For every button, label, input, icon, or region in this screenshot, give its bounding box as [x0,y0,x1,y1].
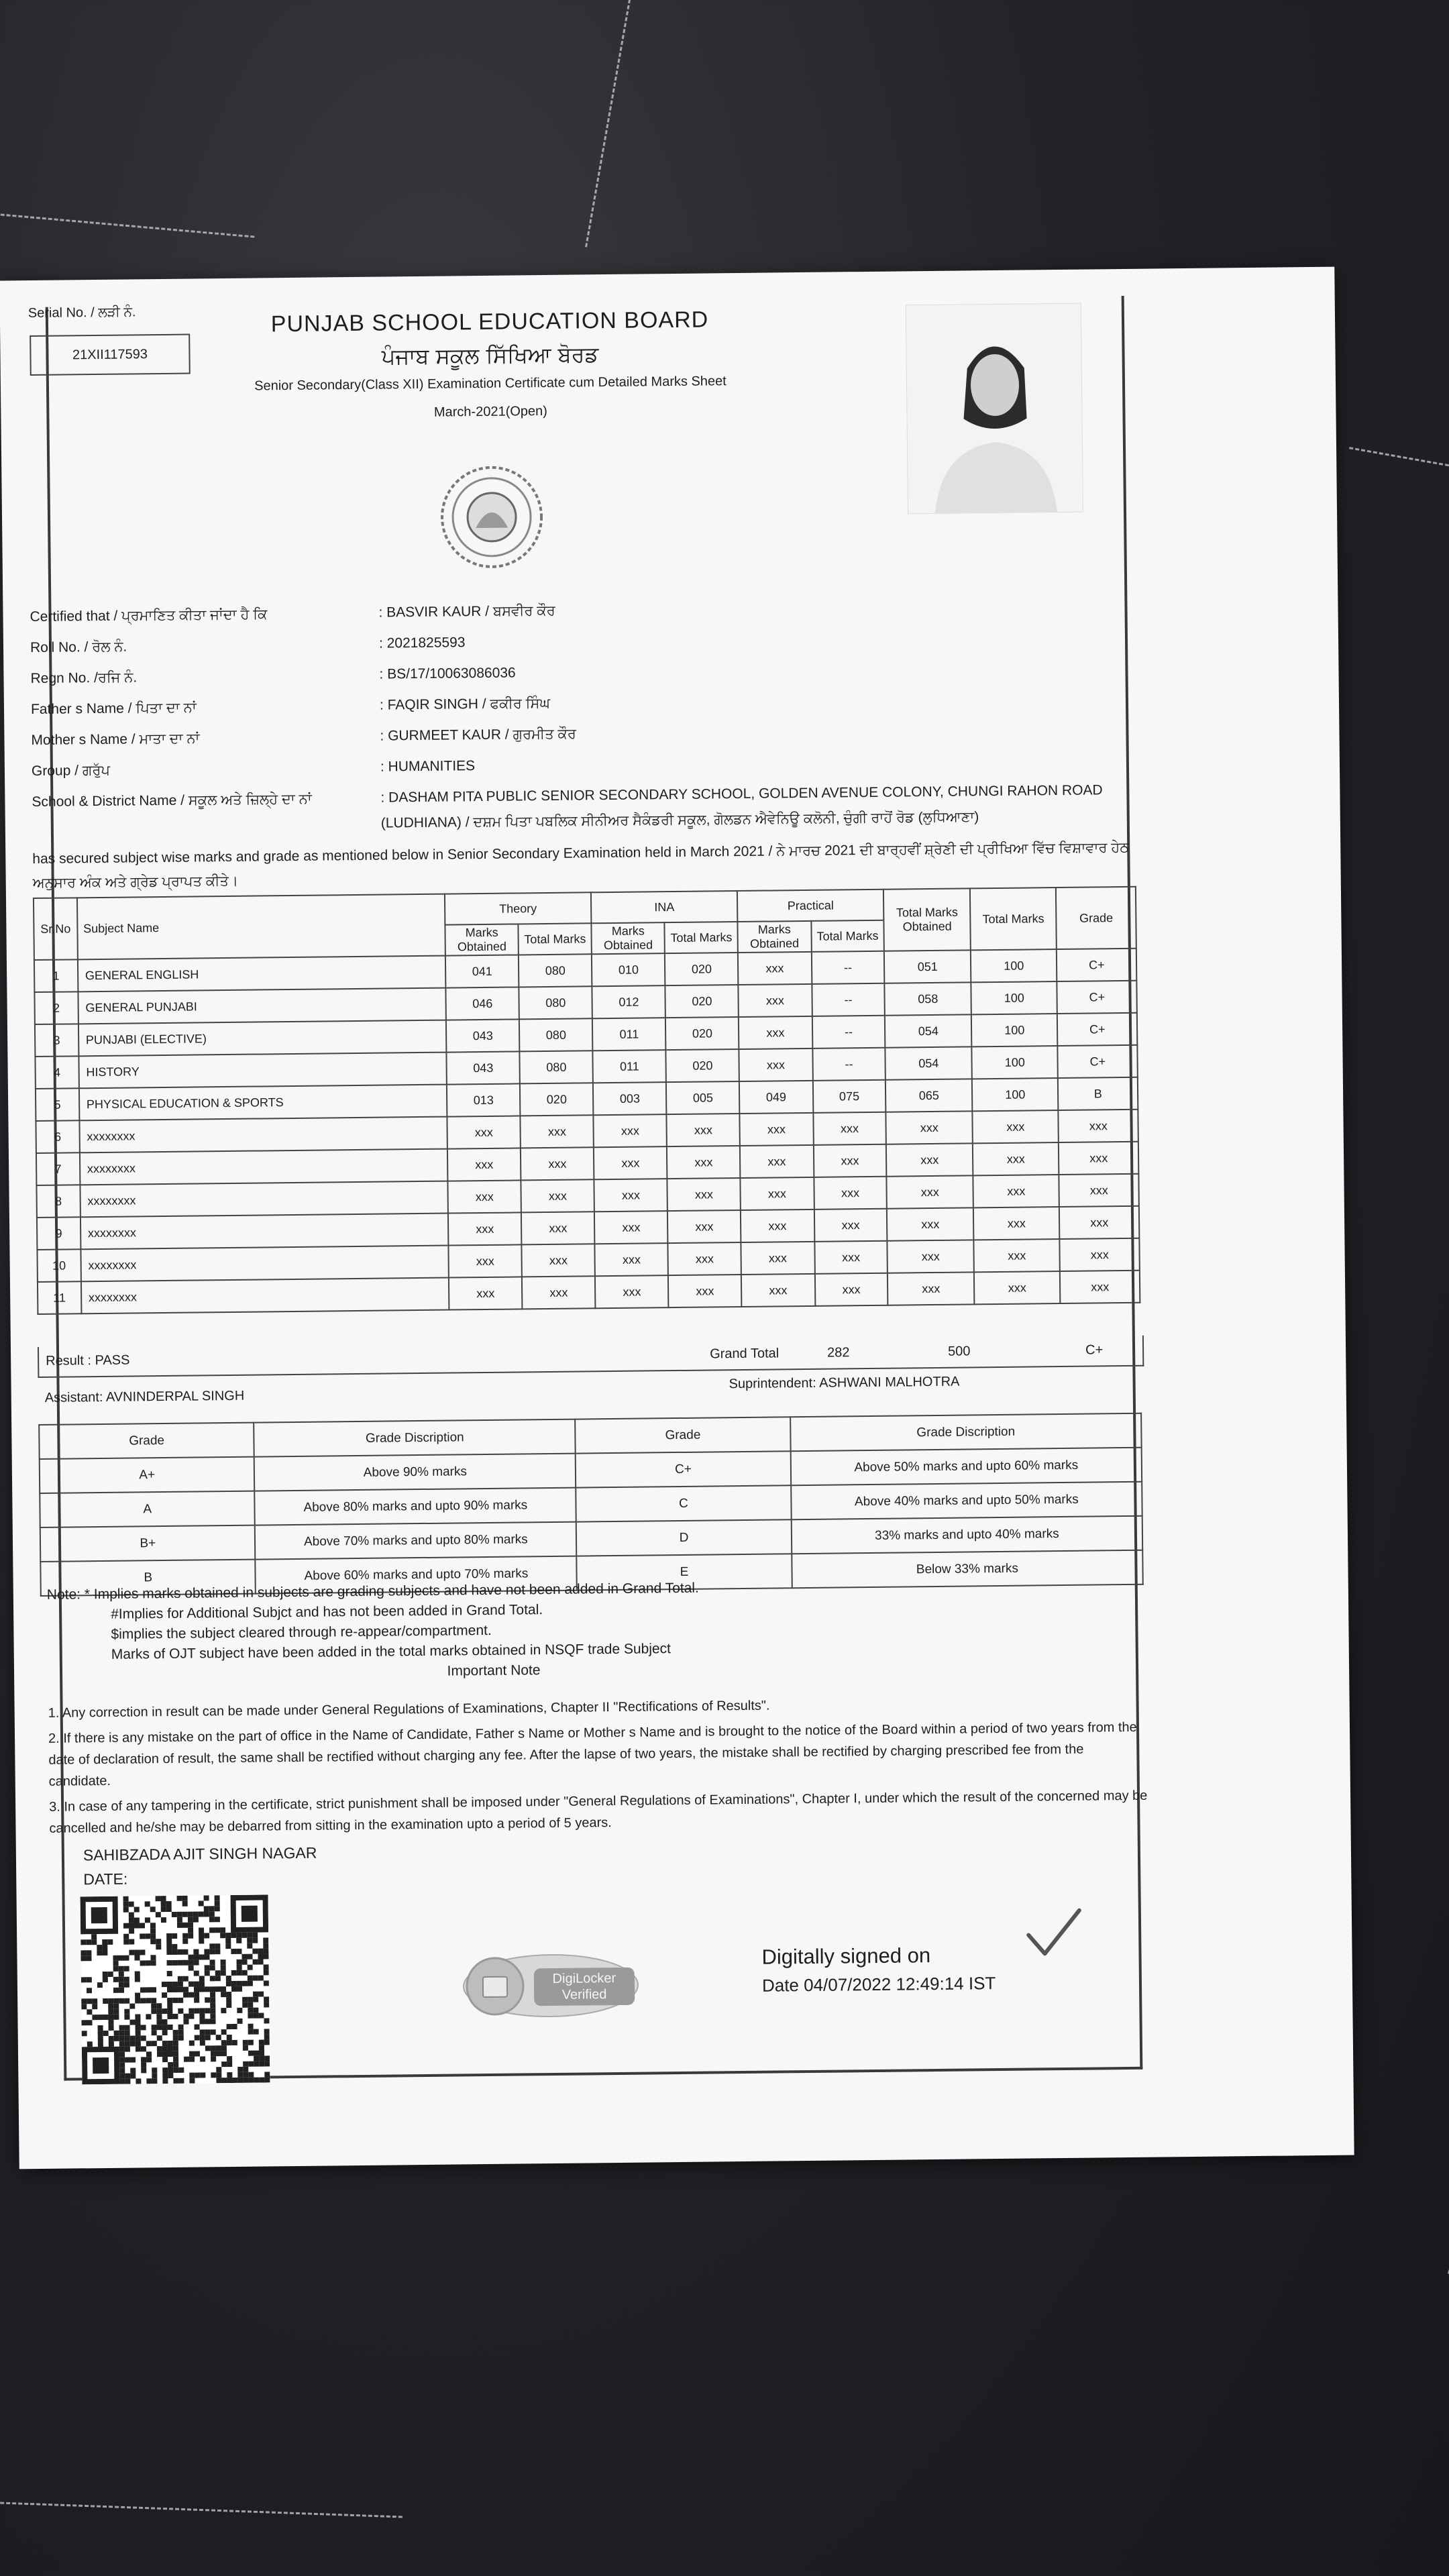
table-cell: xxx [739,984,812,1017]
board-name-punjabi: ਪੰਜਾਬ ਸਕੂਲ ਸਿੱਖਿਆ ਬੋਰਡ [381,341,599,370]
grade-cell: A [40,1491,255,1527]
table-cell: 100 [971,1014,1058,1046]
grade-description-cell: Above 50% marks and upto 60% marks [790,1448,1142,1485]
table-cell: xxx [814,1241,888,1274]
group-value: : HUMANITIES [380,758,476,775]
table-cell: xxx [449,1277,523,1309]
grade-description-cell: Above 70% marks and upto 80% marks [255,1522,576,1560]
table-cell: xxx [595,1275,669,1308]
note-line: $implies the subject cleared through re-appear/compartment. [111,1622,492,1642]
header-marks-obtained: Marks Obtained [592,922,665,954]
grade-cell: E [577,1554,792,1590]
grade-description-cell: Above 90% marks [254,1454,576,1491]
grand-total-label: Grand Total [710,1346,780,1362]
roll-label: Roll No. / ਰੋਲ ਨੰ. [30,639,127,656]
table-cell: C+ [1058,1045,1138,1078]
digilocker-verified-badge [460,1951,641,2021]
header-total: Total Marks [811,920,884,952]
student-photo [906,303,1083,515]
table-cell: xxx [973,1239,1060,1272]
table-cell: xxx [887,1208,973,1240]
grade-cell: C [576,1485,791,1521]
checkmark-icon [1023,1907,1084,1961]
table-cell: -- [812,1016,885,1049]
grade-description-cell: Above 60% marks and upto 70% marks [256,1556,577,1594]
grade-description-cell: 33% marks and upto 40% marks [791,1516,1142,1554]
roll-number: : 2021825593 [378,635,466,651]
note-line: Note: * Implies marks obtained in subjects are grading subjects and have not been added in Grand Total. [46,1580,699,1603]
table-cell: 3 [35,1024,78,1057]
group-label: Group / ਗਰੁੱਪ [31,762,111,780]
certificate-paper [0,267,1354,2169]
grand-total-obtained: 282 [827,1345,850,1360]
table-cell: 003 [593,1082,667,1115]
certificate-title: Senior Secondary(Class XII) Examination Certificate cum Detailed Marks Sheet [254,374,727,394]
header-grade: Grade [1056,887,1136,949]
header-srno: Sr.No [34,898,78,960]
verified-text: Verified [561,1987,607,2002]
grade-cell: D [576,1519,792,1556]
school-name: : DASHAM PITA PUBLIC SENIOR SECONDARY SCHOOL, GOLDEN AVENUE COLONY, CHUNGI RAHON ROAD (LUDHIANA) / ਦਸ਼ਮ ਪਿਤਾ ਪਬਲਿਕ ਸੀਨੀਅਰ ਸੈਕੰਡਰੀ ਸਕੂਲ, ਗੋਲਡਨ ਐਵੇਨਿਊ ਕਲੋਨੀ, ਚੁੰਗੀ ਰਾਹੋਂ ਰੋਡ (ਲੁਧਿਆਣਾ) [380,782,1103,831]
table-cell: xxx [739,1016,812,1049]
table-cell: -- [812,983,885,1016]
table-cell: xxx [741,1274,815,1307]
student-name: : BASVIR KAUR / ਬਸਵੀਰ ਕੌਰ [378,602,555,621]
important-point: 3. In case of any tampering in the certificate, strict punishment shall be imposed under "General Regulations of Examinations", Chapter I, under which the result of the concerned may be cancelled and he/she may be debarred from sitting in the examination upto a period of 5 years. [49,1788,1148,1836]
table-cell: xxx [738,952,812,985]
table-cell: 8 [36,1185,80,1218]
grade-cell: B [40,1560,256,1596]
table-cell: xxx [521,1212,594,1244]
table-cell: C+ [1057,1013,1137,1046]
header-total-obtained: Total Marks Obtained [883,888,971,951]
table-cell: 1 [34,959,78,992]
marks-table [33,886,1140,1315]
grade-cell: B+ [40,1525,256,1562]
table-cell: xxx [972,1110,1059,1143]
table-cell: xxx [521,1115,594,1148]
table-cell: xxx [886,1143,973,1176]
exam-session: March-2021(Open) [433,403,547,420]
signed-on-text: Digitally signed on [761,1943,931,1969]
table-cell: 080 [519,954,592,987]
table-cell: 011 [593,1050,667,1083]
table-cell: xxx [740,1145,814,1178]
grade-header: Grade [575,1417,790,1453]
table-cell: xxx [522,1244,595,1277]
table-cell: 005 [666,1081,739,1114]
stitch-line [585,0,636,248]
table-cell: xxx [594,1146,667,1179]
table-cell: 065 [885,1079,972,1112]
digital-signature [761,1941,996,2000]
table-cell: xxx [740,1113,814,1146]
table-cell: 043 [446,1019,520,1052]
table-cell: xxx [667,1146,740,1179]
digilocker-text: DigiLocker [552,1971,616,1987]
table-cell: 10 [37,1249,80,1282]
grade-description-cell: Above 80% marks and upto 90% marks [255,1488,576,1525]
important-note-heading: Important Note [447,1662,541,1679]
table-cell: xxx [1060,1238,1140,1271]
table-cell: 041 [445,955,519,987]
table-cell: 049 [739,1081,813,1114]
table-cell: -- [811,951,884,984]
table-cell: xxx [741,1242,815,1275]
signature-date: Date 04/07/2022 12:49:14 IST [761,1973,996,1996]
table-cell: 6 [36,1120,79,1153]
table-cell: C+ [1057,981,1137,1014]
table-cell: 020 [665,953,738,985]
table-cell: xxx [973,1175,1059,1208]
table-cell: 010 [592,953,665,986]
grand-total-max: 500 [947,1344,971,1359]
table-cell: xxx [594,1211,668,1244]
table-cell: 100 [971,949,1057,982]
serial-number: 21XII117593 [30,334,191,376]
subject-name-cell: HISTORY [78,1053,447,1089]
table-cell: xxx [667,1178,741,1211]
table-cell: xxx [813,1144,886,1177]
table-cell: xxx [448,1244,522,1277]
table-cell: xxx [814,1209,887,1242]
regn-label: Regn No. /ਰਜਿ ਨੰ. [30,669,138,687]
board-name-english: PUNJAB SCHOOL EDUCATION BOARD [270,307,709,337]
note-line: Marks of OJT subject have been added in the total marks obtained in NSQF trade Subject [111,1641,672,1662]
table-cell: xxx [741,1210,814,1242]
table-cell: 012 [592,985,666,1018]
table-cell: xxx [667,1210,741,1243]
subject-name-cell: xxxxxxxx [80,1214,449,1250]
grade-description-cell: Above 40% marks and upto 50% marks [791,1482,1142,1519]
table-cell: 100 [971,1046,1058,1079]
table-cell: 4 [35,1056,78,1089]
stitch-line [0,2502,402,2518]
header-ina: INA [591,891,738,923]
qr-code-icon[interactable] [80,1894,270,2084]
subject-name-cell: GENERAL ENGLISH [78,956,446,992]
table-cell: xxx [595,1243,669,1276]
table-cell: xxx [1059,1206,1139,1239]
subject-name-cell: xxxxxxxx [80,1181,448,1218]
table-cell: xxx [739,1049,813,1081]
superintendent-name: Suprintendent: ASHWANI MALHOTRA [729,1374,960,1392]
grand-total-grade: C+ [1085,1342,1104,1358]
table-cell: 046 [445,987,519,1020]
grade-header: Grade [39,1423,254,1459]
table-cell: 020 [665,1017,739,1050]
table-cell: xxx [1059,1174,1139,1207]
mother-name: : GURMEET KAUR / ਗੁਰਮੀਤ ਕੌਰ [380,726,576,744]
subject-name-cell: xxxxxxxx [79,1117,447,1153]
grade-cell: A+ [40,1457,255,1493]
date-label: DATE: [83,1870,128,1888]
table-cell: 080 [520,1051,593,1083]
table-cell: 020 [520,1083,593,1116]
table-cell: xxx [974,1271,1061,1304]
header-practical: Practical [737,890,884,922]
table-cell: xxx [813,1112,886,1145]
school-label: School & District Name / ਸਕੂਲ ਅਤੇ ਜ਼ਿਲ੍ਹੇ ਦਾ ਨਾਂ [32,791,312,810]
table-cell: xxx [888,1272,974,1305]
result-status: Result : PASS [46,1352,130,1368]
table-cell: xxx [973,1142,1059,1175]
assistant-name: Assistant: AVNINDERPAL SINGH [44,1388,245,1405]
table-cell: xxx [521,1179,594,1212]
header-marks-obtained: Marks Obtained [738,921,812,953]
board-seal-icon [437,463,546,572]
grade-desc-header: Grade Discription [254,1419,576,1457]
table-cell: 011 [592,1018,666,1051]
table-cell: xxx [1059,1142,1138,1175]
table-cell: 043 [446,1051,520,1084]
place-name: SAHIBZADA AJIT SINGH NAGAR [83,1843,317,1864]
table-cell: 9 [37,1217,80,1250]
table-cell: xxx [886,1111,973,1144]
table-cell: 051 [884,950,971,983]
table-cell: xxx [814,1177,887,1210]
notes-block [47,1574,1155,1686]
table-cell: xxx [741,1177,814,1210]
important-point: 2. If there is any mistake on the part of office in the Name of Candidate, Father s Name or Mother s Name and is brought to the notice of the Board within a period of two years from the date of declaration of result, the same shall be rectified without charging any fee. After the lapse of two years, the mistake shall be rectified by charging prescribed fee from the candidate. [48,1719,1137,1789]
important-points [48,1691,1150,1839]
table-cell: 058 [885,982,971,1015]
table-cell: xxx [1059,1110,1138,1142]
table-cell: xxx [668,1242,741,1275]
table-cell: 5 [36,1088,79,1121]
table-cell: xxx [668,1275,741,1307]
table-cell: -- [812,1048,885,1081]
stitch-line [1349,447,1449,468]
table-cell: xxx [1060,1271,1140,1303]
table-cell: xxx [594,1114,667,1147]
table-cell: C+ [1057,949,1136,981]
table-cell: xxx [448,1212,522,1245]
table-cell: 054 [885,1014,971,1047]
important-point: 1. Any correction in result can be made under General Regulations of Examinations, Chapter II "Rectifications of Results". [48,1698,770,1721]
subject-name-cell: PUNJABI (ELECTIVE) [78,1020,447,1057]
header-subject: Subject Name [77,894,445,960]
header-total: Total Marks [665,922,738,953]
grade-description-cell: Below 33% marks [792,1550,1143,1588]
table-cell: xxx [594,1179,668,1212]
table-cell: 7 [36,1152,80,1185]
table-cell: xxx [973,1207,1060,1240]
header-marks-obtained: Marks Obtained [445,924,519,955]
table-cell: xxx [521,1147,594,1180]
secured-statement: has secured subject wise marks and grade as mentioned below in Senior Secondary Examination held in March 2021 / ਨੇ ਮਾਰਚ 2021 ਦੀ ਬਾਰ੍ਹਵੀਂ ਸ਼੍ਰੇਣੀ ਦੀ ਪ੍ਰੀਖਿਆ ਵਿੱਚ ਵਿਸ਼ਾਵਾਰ ਹੇਠ ਅਨੁਸਾਰ ਅੰਕ ਅਤੇ ਗ੍ਰੇਡ ਪ੍ਰਾਪਤ ਕੀਤੇ। [32,839,1130,892]
header-theory: Theory [445,892,592,924]
certified-label: Certified that / ਪ੍ਰਮਾਣਿਤ ਕੀਤਾ ਜਾਂਦਾ ਹੈ ਕਿ [30,606,268,625]
mother-label: Mother s Name / ਮਾਤਾ ਦਾ ਨਾਂ [31,731,200,749]
subject-name-cell: PHYSICAL EDUCATION & SPORTS [79,1085,447,1121]
table-cell: xxx [447,1180,521,1213]
subject-name-cell: xxxxxxxx [80,1149,448,1185]
subject-name-cell: GENERAL PUNJABI [78,988,446,1024]
table-cell: xxx [887,1175,973,1208]
table-cell: 080 [519,1018,592,1051]
table-cell: 2 [34,991,78,1024]
table-cell: 100 [972,1078,1059,1111]
table-cell: 100 [971,981,1057,1014]
subject-name-cell: xxxxxxxx [80,1246,449,1282]
table-cell: 075 [812,1080,885,1113]
header-total-marks: Total Marks [970,888,1057,950]
registration-number: : BS/17/10063086036 [379,665,516,682]
serial-label: Serial No. / ਲੜੀ ਨੰ. [28,305,136,321]
father-name: : FAQIR SINGH / ਫਕੀਰ ਸਿੰਘ [379,695,551,713]
grade-table [38,1413,1144,1597]
note-line: #Implies for Additional Subjct and has not been added in Grand Total. [111,1602,543,1622]
table-cell: 020 [665,985,739,1018]
table-cell: xxx [814,1273,888,1306]
grade-cell: C+ [576,1451,791,1487]
table-cell: xxx [522,1276,595,1309]
table-cell: xxx [667,1114,740,1146]
table-cell: xxx [447,1116,521,1148]
table-cell: 11 [38,1281,81,1314]
stitch-line [1,213,255,237]
father-label: Father s Name / ਪਿਤਾ ਦਾ ਨਾਂ [30,700,197,718]
table-cell: B [1058,1077,1138,1110]
table-cell: 080 [519,986,592,1019]
table-cell: 020 [666,1049,739,1082]
place-block [83,1841,317,1892]
table-cell: 013 [447,1083,521,1116]
table-cell: xxx [888,1240,974,1273]
subject-name-cell: xxxxxxxx [81,1278,449,1314]
table-cell: 054 [885,1046,972,1079]
table-cell: xxx [447,1148,521,1181]
header-total: Total Marks [519,923,592,955]
grade-desc-header: Grade Discription [790,1413,1142,1451]
